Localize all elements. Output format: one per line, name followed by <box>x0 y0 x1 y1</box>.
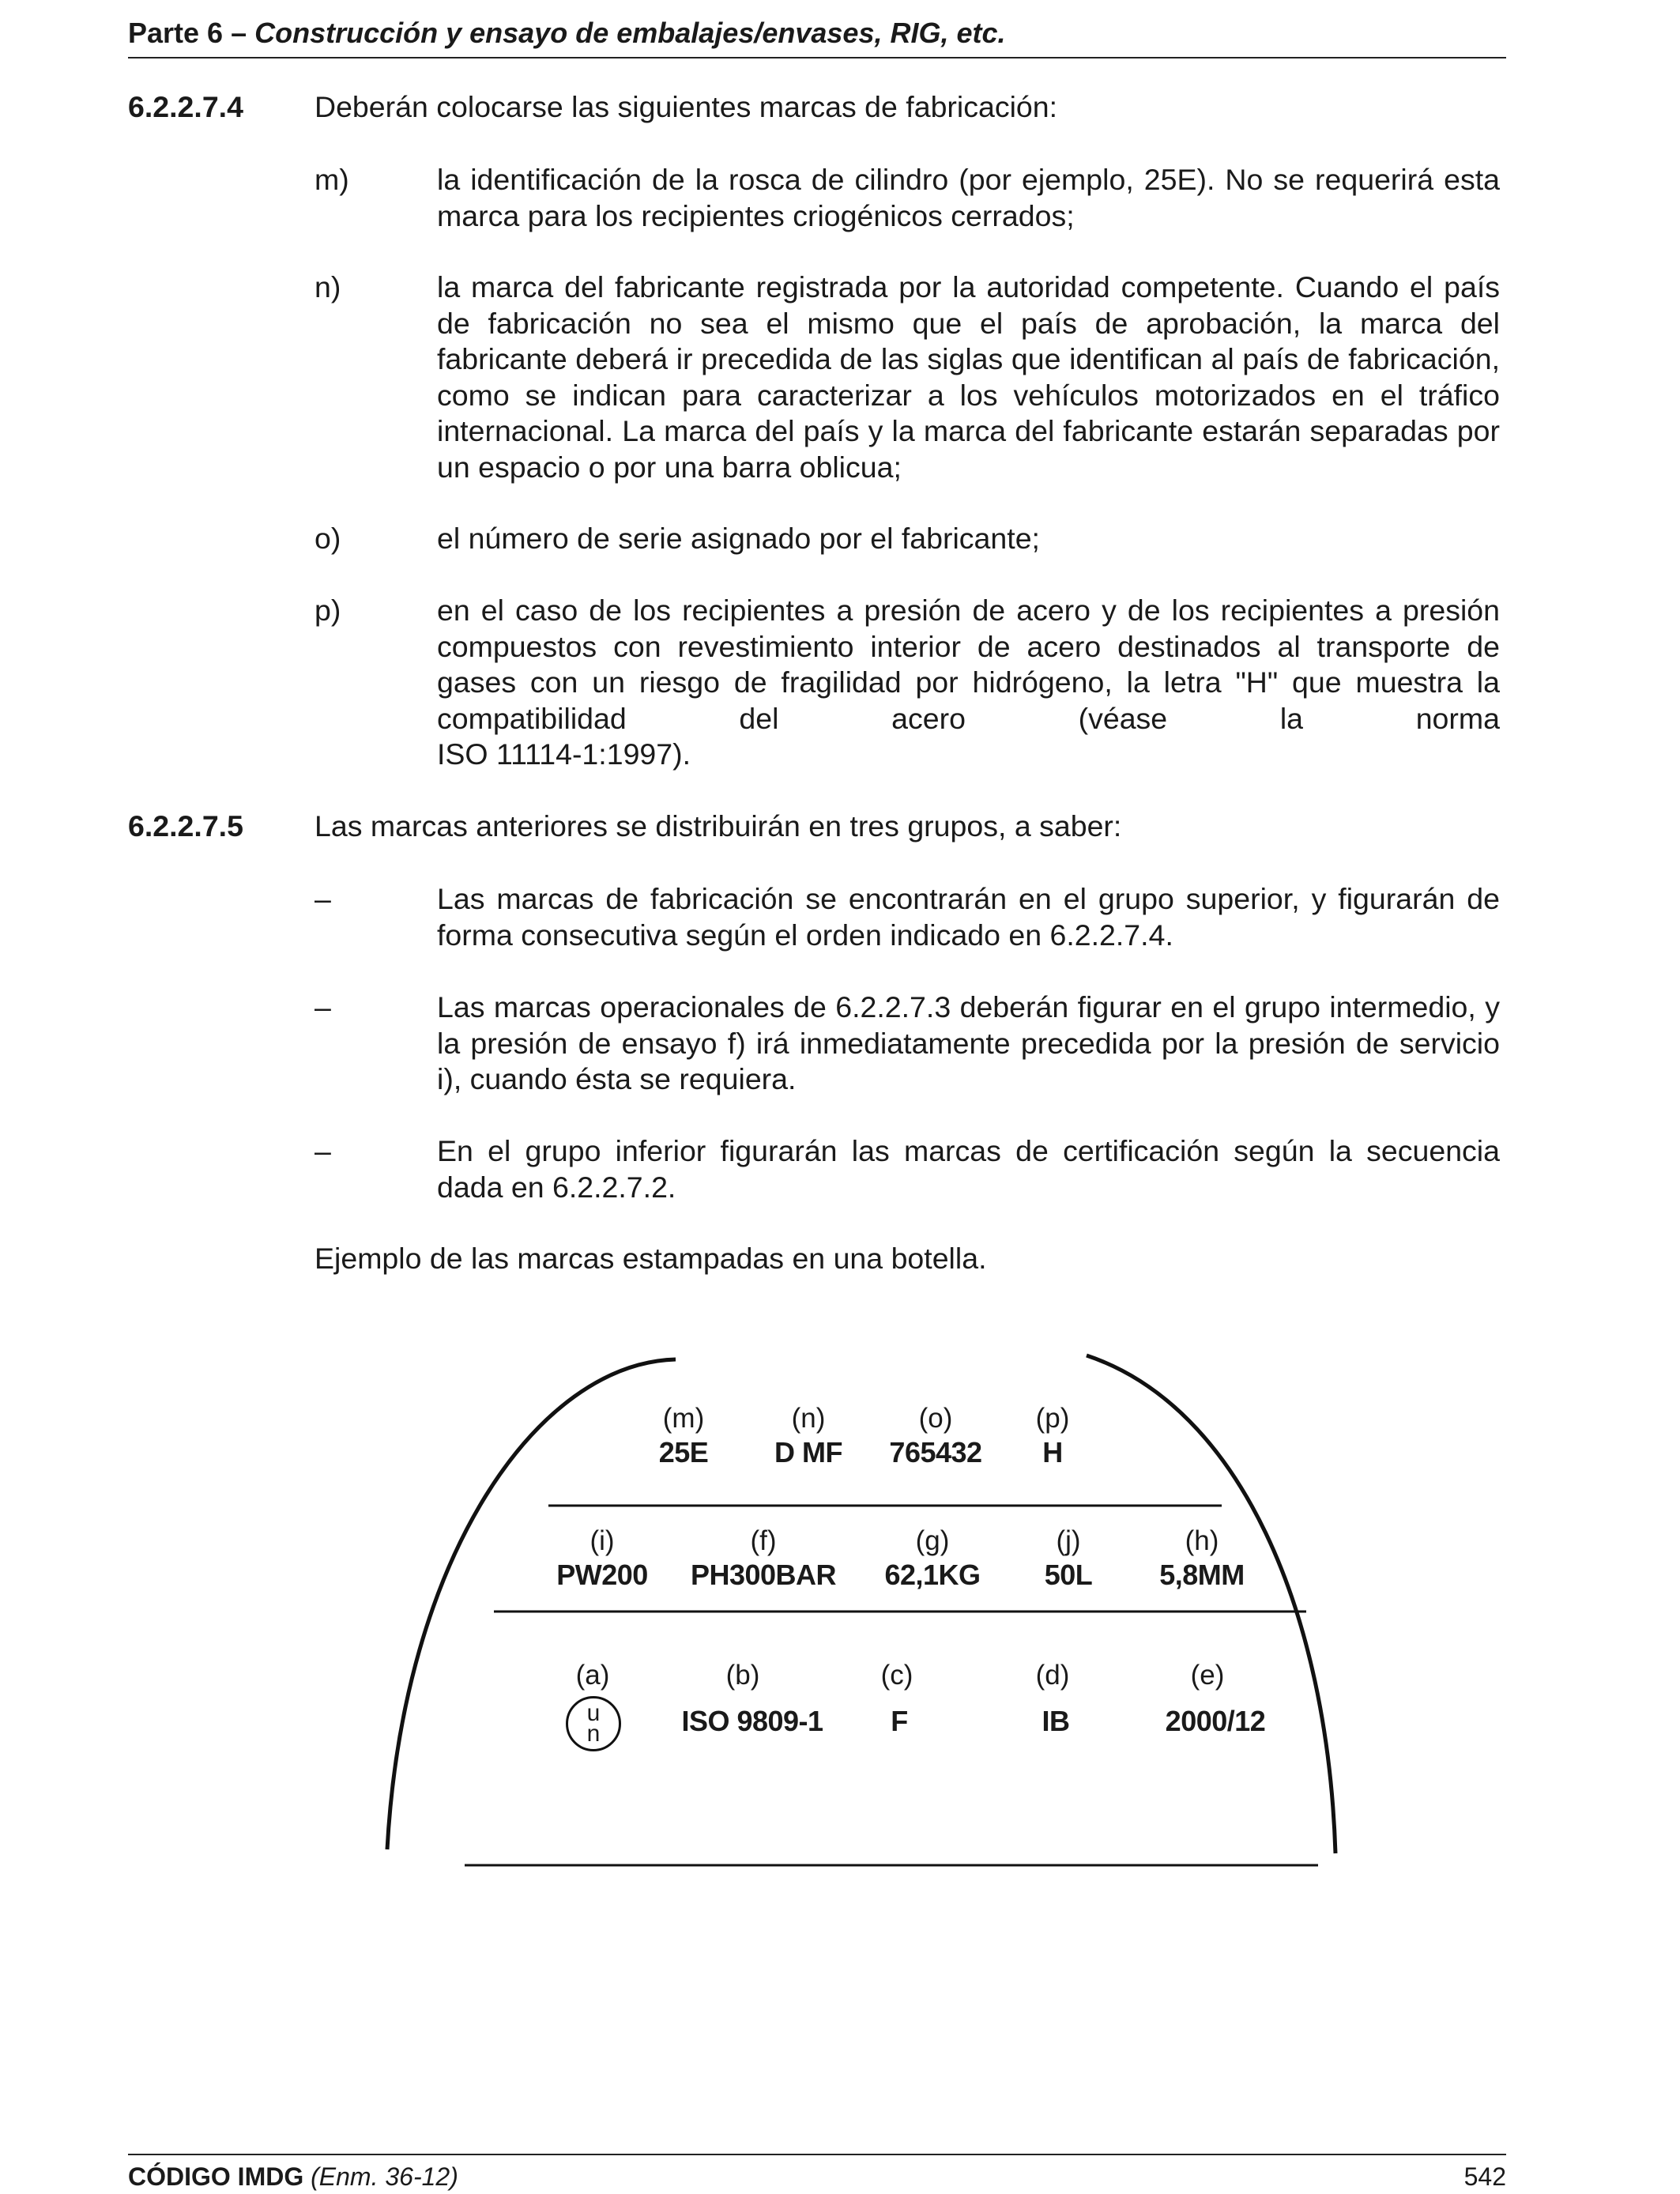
mark-label-p: (p) <box>1035 1403 1070 1434</box>
item-label-o: o) <box>315 522 341 555</box>
footer-amendment: (Enm. 36-12) <box>311 2162 458 2191</box>
mark-label-d: (d) <box>1035 1660 1070 1691</box>
mark-value-b: ISO 9809-1 <box>681 1705 823 1737</box>
mark-label-j: (j) <box>1056 1525 1081 1556</box>
mark-label-h: (h) <box>1185 1525 1219 1556</box>
example-caption: Ejemplo de las marcas estampadas en una botella. <box>315 1242 987 1275</box>
mark-label-e: (e) <box>1190 1660 1225 1691</box>
un-symbol-top: u <box>586 1700 601 1726</box>
mark-label-m: (m) <box>662 1403 705 1434</box>
mark-label-n: (n) <box>791 1403 826 1434</box>
mark-value-o: 765432 <box>889 1436 982 1468</box>
mark-value-n: D MF <box>774 1436 842 1468</box>
mark-value-h: 5,8MM <box>1159 1559 1245 1591</box>
mark-label-o: (o) <box>918 1403 953 1434</box>
item-text-n: la marca del fabricante registrada por la autoridad competente. Cuando el país de fabricación no sea el mismo que el país de aprobación, la marca del fabricante deberá ir precedida de las siglas que identifican al país de fabricación, como se indican para caracterizar a los vehículos motorizados en el tráfico internacional. La marca del país y la marca del fabricante estarán separadas por un espacio o por una barra oblicua; <box>437 270 1500 484</box>
dash-bullet: – <box>315 1134 331 1167</box>
dash-bullet: – <box>315 990 331 1023</box>
section-intro: Las marcas anteriores se distribuirán en tres grupos, a saber: <box>315 809 1122 843</box>
item-text-p-end: ISO 11114-1:1997). <box>437 737 691 771</box>
mark-label-a: (a) <box>575 1660 610 1691</box>
item-text-m: la identificación de la rosca de cilindro (por ejemplo, 25E). No se requerirá esta marca para los recipientes criogénicos cerrados; <box>437 163 1500 232</box>
mark-value-j: 50L <box>1044 1559 1093 1591</box>
mark-value-m: 25E <box>658 1436 709 1468</box>
header-part: Parte 6 – <box>128 17 255 49</box>
footer-code: CÓDIGO IMDG <box>128 2162 311 2191</box>
mark-value-g: 62,1KG <box>884 1559 981 1591</box>
mark-label-i: (i) <box>590 1525 615 1556</box>
mark-value-f: PH300BAR <box>690 1559 837 1591</box>
mark-label-c: (c) <box>880 1660 913 1691</box>
page-footer <box>128 2154 1506 2192</box>
page-number: 542 <box>1463 2162 1506 2191</box>
item-text-o: el número de serie asignado por el fabricante; <box>437 522 1040 555</box>
mark-value-p: H <box>1042 1436 1063 1468</box>
section-number: 6.2.2.7.5 <box>128 809 243 843</box>
dash-bullet: – <box>315 882 331 915</box>
un-symbol-bottom: n <box>586 1721 601 1747</box>
mark-label-g: (g) <box>915 1525 950 1556</box>
mark-value-i: PW200 <box>556 1559 648 1591</box>
section-intro: Deberán colocarse las siguientes marcas de fabricación: <box>315 90 1058 123</box>
group-item-3: En el grupo inferior figurarán las marcas de certificación según la secuencia dada en 6.2.2.7.2. <box>437 1134 1500 1204</box>
mark-label-b: (b) <box>725 1660 760 1691</box>
item-text-p: en el caso de los recipientes a presión de acero y de los recipientes a presión compuestos con revestimiento interior de acero destinados al transporte de gases con un riesgo de fragilidad por hidrógeno, la letra "H" que muestra la compatibilidad del acero (véase la norma <box>437 594 1500 735</box>
footer-code-wrap <box>128 2162 458 2191</box>
item-label-n: n) <box>315 270 341 303</box>
mark-value-d: IB <box>1042 1705 1070 1737</box>
item-label-p: p) <box>315 594 341 627</box>
mark-value-c: F <box>891 1705 908 1737</box>
un-packaging-symbol-icon <box>566 1696 621 1751</box>
section-number: 6.2.2.7.4 <box>128 90 243 123</box>
cylinder-outline <box>371 1336 1367 1873</box>
page-header <box>128 16 1506 58</box>
mark-value-e: 2000/12 <box>1165 1705 1266 1737</box>
group-item-2: Las marcas operacionales de 6.2.2.7.3 deberán figurar en el grupo intermedio, y la presión de ensayo f) irá inmediatamente precedida por la presión de servicio i), cuando ésta se requiera. <box>437 990 1500 1095</box>
group-item-1: Las marcas de fabricación se encontrarán en el grupo superior, y figurarán de forma consecutiva según el orden indicado en 6.2.2.7.4. <box>437 882 1500 952</box>
mark-label-f: (f) <box>750 1525 777 1556</box>
header-title: Construcción y ensayo de embalajes/envases, RIG, etc. <box>254 17 1006 49</box>
cylinder-marking-figure <box>371 1336 1367 1873</box>
item-label-m: m) <box>315 163 349 196</box>
